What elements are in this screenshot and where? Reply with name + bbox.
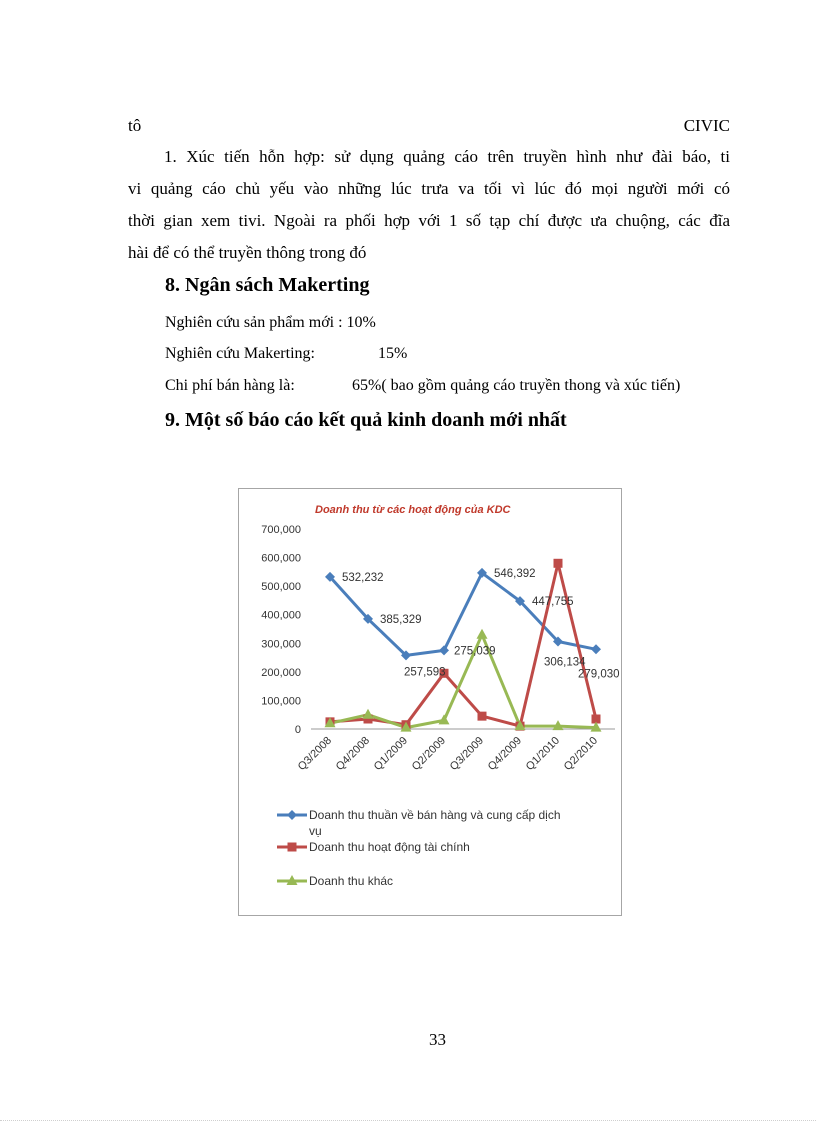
revenue-chart (238, 488, 622, 916)
y-tick-label: 400,000 (261, 609, 301, 622)
header-left: tô (128, 116, 142, 135)
legend-label: Doanh thu thuần về bán hàng và cung cấp dịch (309, 808, 561, 822)
legend-label: Doanh thu khác (309, 874, 394, 888)
series-0-point (439, 645, 449, 655)
section-9-heading: 9. Một số báo cáo kết quả kinh doanh mới nhất (165, 409, 567, 431)
chart-svg (239, 489, 621, 915)
legend-label: Doanh thu hoạt động tài chính (309, 840, 470, 854)
legend-marker-0 (287, 810, 297, 820)
data-label: 257,593 (404, 666, 446, 679)
x-tick-label: Q2/2009 (409, 734, 449, 773)
data-label: 275,039 (454, 645, 496, 658)
paragraph-promotion (128, 141, 730, 269)
x-tick-label: Q4/2008 (333, 734, 373, 773)
chart-title: Doanh thu từ các hoạt động của KDC (315, 504, 511, 516)
data-label: 532,232 (342, 571, 384, 584)
data-label: 306,134 (544, 656, 586, 669)
data-label: 447,755 (532, 596, 574, 609)
paragraph-line: hài để có thể truyền thông trong đó (128, 243, 367, 262)
y-tick-label: 200,000 (261, 666, 301, 679)
y-tick-label: 100,000 (261, 695, 301, 708)
section-8-heading: 8. Ngân sách Makerting (165, 274, 370, 296)
data-label: 385,329 (380, 613, 422, 626)
series-1-point (478, 712, 487, 721)
series-2-point (439, 714, 450, 724)
x-tick-label: Q4/2009 (485, 734, 525, 773)
budget-item-sales-label: Chi phí bán hàng là: (165, 377, 295, 394)
x-tick-label: Q2/2010 (561, 734, 601, 773)
series-1-point (554, 559, 563, 568)
series-2-point (363, 709, 374, 719)
y-tick-label: 300,000 (261, 638, 301, 651)
series-0-point (591, 644, 601, 654)
page-number: 33 (429, 1030, 446, 1049)
data-label: 279,030 (578, 668, 620, 681)
budget-item-marketing-value: 15% (378, 345, 408, 362)
paragraph-line: 1. Xúc tiến hỗn hợp: sử dụng quảng cáo trên truyền hình như đài báo, ti (164, 147, 730, 166)
legend-marker-1 (288, 843, 297, 852)
y-tick-label: 600,000 (261, 552, 301, 565)
x-tick-label: Q1/2009 (371, 734, 411, 773)
budget-item-sales-value: 65%( bao gồm quảng cáo truyền thong và xúc tiến) (352, 377, 681, 394)
legend-label: vụ (309, 824, 322, 838)
x-tick-label: Q3/2009 (447, 734, 487, 773)
data-label: 546,392 (494, 567, 536, 580)
y-tick-label: 500,000 (261, 581, 301, 594)
x-tick-label: Q1/2010 (523, 734, 563, 773)
paragraph-line: vi quảng cáo chủ yếu vào những lúc trưa va tối vì lúc đó mọi người mới có (128, 179, 730, 198)
series-2-point (477, 629, 488, 639)
header-right: CIVIC (683, 116, 730, 135)
x-tick-label: Q3/2008 (295, 734, 335, 773)
y-tick-label: 0 (294, 724, 301, 736)
budget-item-new-product: Nghiên cứu sản phẩm mới : 10% (165, 314, 376, 331)
page-bottom-rule (0, 1120, 816, 1121)
budget-item-marketing-label: Nghiên cứu Makerting: (165, 345, 315, 362)
paragraph-line: thời gian xem tivi. Ngoài ra phối hợp với 1 số tạp chí được ưa chuộng, các đĩa (128, 211, 730, 230)
y-tick-label: 700,000 (261, 524, 301, 536)
